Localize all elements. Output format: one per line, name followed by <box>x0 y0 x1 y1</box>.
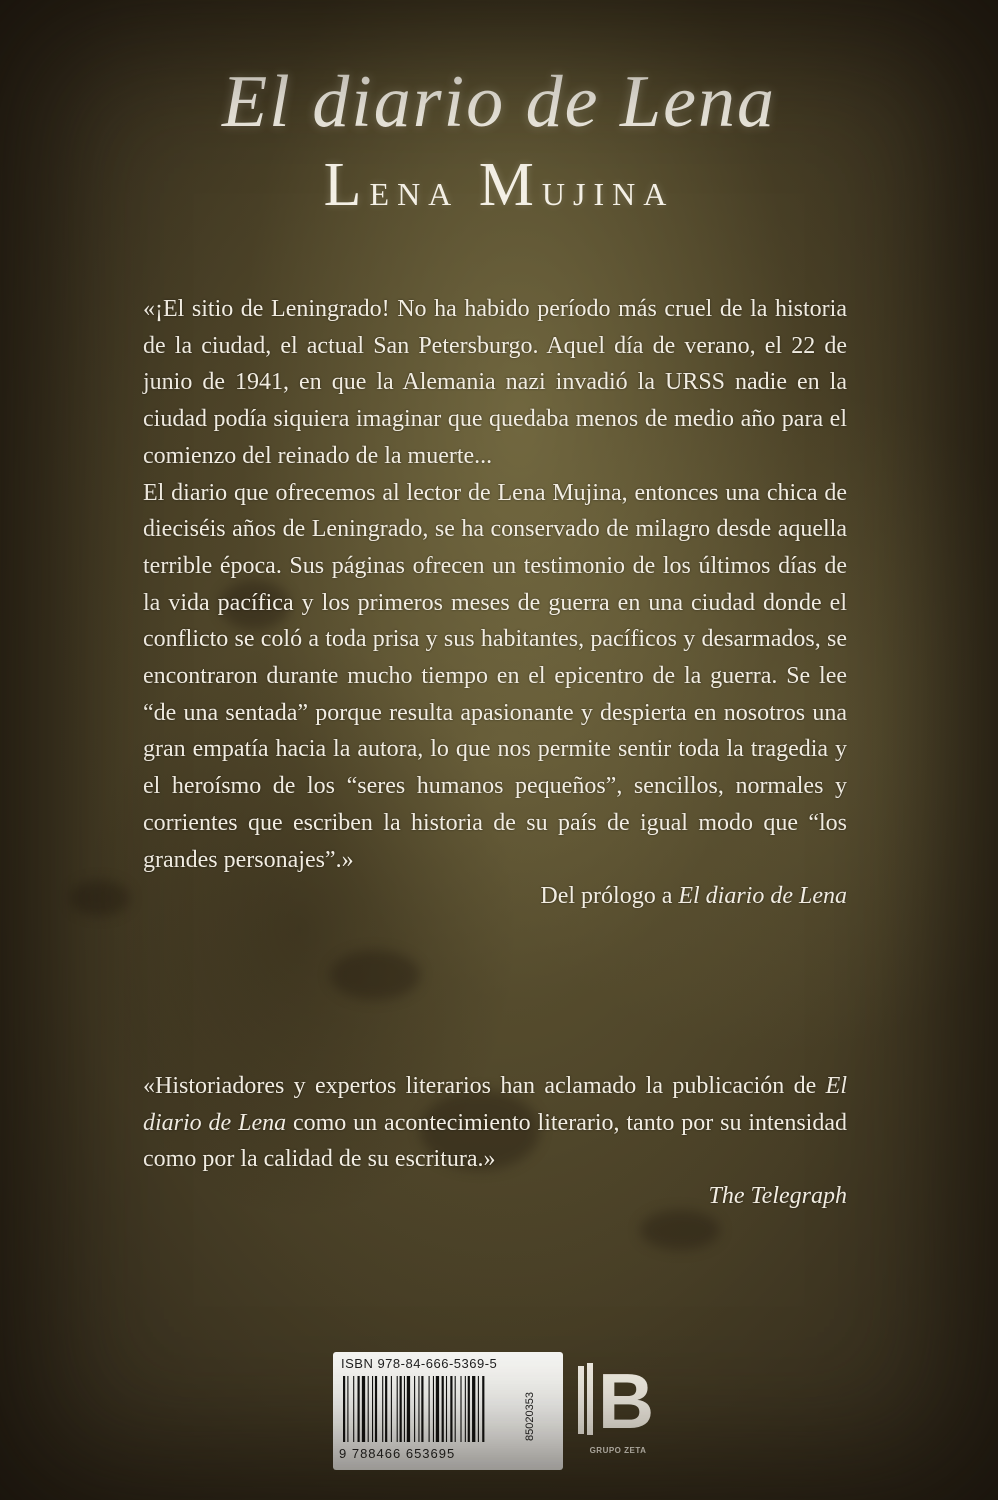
barcode-bar <box>450 1376 452 1442</box>
barcode-bar <box>421 1376 423 1442</box>
barcode-bar <box>442 1376 444 1442</box>
barcode-bar <box>343 1376 345 1442</box>
author-first-rest: ena <box>369 164 460 215</box>
barcode-bar <box>353 1376 354 1442</box>
barcode-bar <box>468 1376 470 1442</box>
ean-digits: 9 788466 653695 <box>339 1446 456 1461</box>
barcode-icon <box>343 1376 521 1444</box>
quote-source <box>143 1178 847 1215</box>
stain <box>640 1210 720 1250</box>
stain <box>70 880 130 916</box>
barcode-bar <box>465 1376 466 1442</box>
publisher-imprint: GRUPO ZETA <box>589 1446 647 1455</box>
quote-source-name: The Telegraph <box>708 1183 847 1210</box>
barcode-bar <box>358 1376 360 1442</box>
barcode-bar <box>375 1376 377 1442</box>
barcode-bar <box>436 1376 439 1442</box>
quote-text-before: «Historiadores y expertos literarios han aclamado la publicación de <box>143 1073 826 1099</box>
excerpt-paragraph: El diario que ofrecemos al lector de Lena Mujina, entonces una chica de dieciséis años de Leningrado, se ha conservado de milagro desde aquella terrible época. Sus páginas ofrecen un testimonio de los últimos días de la vida pacífica y los primeros meses de guerra en una ciudad donde el conflicto se coló a toda prisa y sus habitantes, pacíficos y desarmados, se encontraron durante mucho tiempo en el epicentro de la guerra. Se lee “de una sentada” porque resulta apasionante y despierta en nosotros una gran empatía hacia la autora, lo que nos permite sentir toda la tragedia y el heroísmo de los “seres humanos pequeños”, sencillos, normales y corrientes que escriben la historia de su país de igual modo que “los grandes personajes”.» <box>143 479 847 873</box>
barcode-bar <box>460 1376 461 1442</box>
barcode-bar <box>385 1376 387 1442</box>
excerpt-paragraph: «¡El sitio de Leningrado! No ha habido período más cruel de la historia de la ciudad, el actual San Petersburgo. Aquel día de verano, el 22 de junio de 1941, en que la Alemania nazi invadió la URSS nadie en la ciudad podía siquiera imaginar que quedaba menos de medio año para el comienzo del reinado de la muerte... <box>143 296 847 469</box>
barcode-bar <box>404 1376 405 1442</box>
attribution-title: El diario de Lena <box>678 883 847 910</box>
barcode-bar <box>433 1376 434 1442</box>
isbn-label: ISBN 978-84-666-5369-5 <box>341 1356 498 1371</box>
barcode-bar <box>407 1376 410 1442</box>
barcode-bar <box>397 1376 398 1442</box>
logo-letter: B <box>597 1360 655 1440</box>
barcode-bar <box>418 1376 419 1442</box>
author-name <box>0 150 998 221</box>
excerpt-attribution <box>143 878 847 915</box>
barcode-bar <box>472 1376 475 1442</box>
publisher-b-logo-icon <box>578 1360 658 1440</box>
barcode-bar <box>347 1376 348 1442</box>
barcode-bar <box>362 1376 365 1442</box>
barcode-bar <box>446 1376 447 1442</box>
barcode-bar <box>372 1376 373 1442</box>
author-last-initial: M <box>478 151 542 219</box>
attribution-prefix: Del prólogo a <box>540 883 679 910</box>
stain <box>330 950 420 1000</box>
prologue-excerpt <box>143 291 847 915</box>
barcode-label <box>333 1352 563 1470</box>
barcode-bar <box>382 1376 383 1442</box>
quote-text <box>143 1068 847 1178</box>
quote-book-title: El diario de Lena <box>143 1073 847 1136</box>
author-last-rest: ujina <box>541 164 675 215</box>
barcode-bar <box>482 1376 484 1442</box>
quote-text-after: como un acontecimiento literario, tanto por su intensidad como por la calidad de su escritura.» <box>143 1109 847 1173</box>
stain <box>420 1090 540 1170</box>
barcode-bar <box>368 1376 369 1442</box>
stain <box>220 580 290 630</box>
barcode-bar <box>400 1376 402 1442</box>
addon-digits: 85020353 <box>524 1392 536 1442</box>
press-quote <box>143 1068 847 1215</box>
author-first-initial: L <box>323 151 370 219</box>
barcode-bar <box>391 1376 392 1442</box>
barcode-bar <box>414 1376 415 1442</box>
barcode-bar <box>455 1376 456 1442</box>
book-title: El diario de Lena <box>221 61 777 143</box>
barcode-bar <box>478 1376 479 1442</box>
barcode-bar <box>429 1376 430 1442</box>
